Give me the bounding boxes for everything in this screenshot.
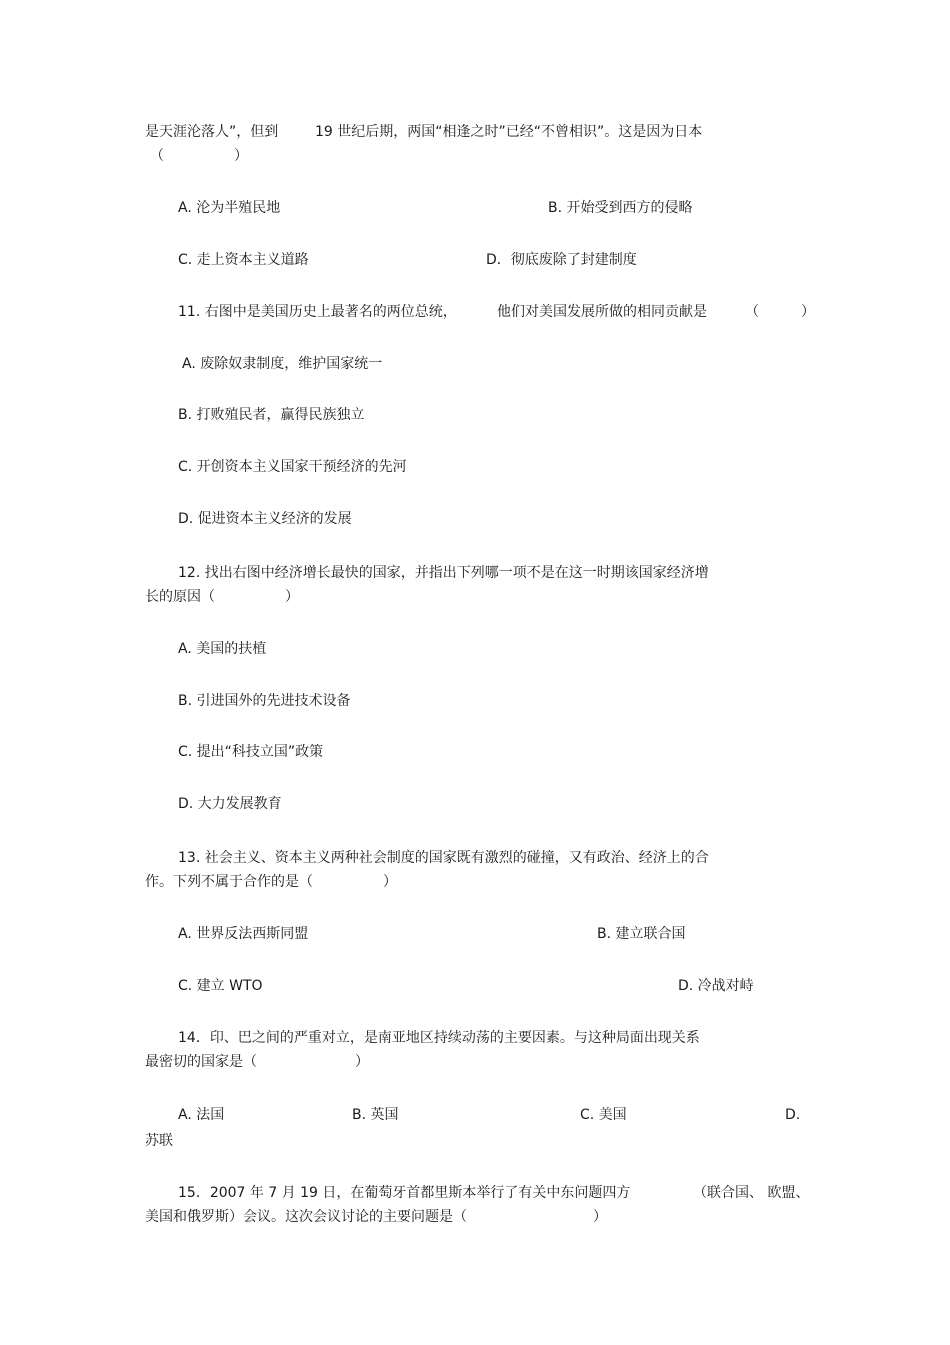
q15-stem-part1: 15．2007 年 7 月 19 日，在葡萄牙首都里斯本举行了有关中东问题四方 [178,1185,631,1201]
q11-option-b: B. 打败殖民者，赢得民族独立 [178,407,365,423]
q15-stem-part2: （联合国、 欧盟、 [693,1185,810,1201]
q14-option-b: B. 英国 [352,1107,399,1123]
q12-stem-line1: 12. 找出右图中经济增长最快的国家，并指出下列哪一项不是在这一时期该国家经济增 [178,565,709,581]
q14-stem-line2: 最密切的国家是（ ） [145,1054,369,1070]
q10-stem-part2: 19 世纪后期，两国“相逢之时”已经“不曾相识”。这是因为日本 [315,124,703,140]
q10-option-c: C. 走上资本主义道路 [178,252,309,268]
q10-option-b: B. 开始受到西方的侵略 [548,200,693,216]
q10-stem-part1: 是天涯沦落人”，但到 [145,124,279,140]
q13-stem-line1: 13. 社会主义、资本主义两种社会制度的国家既有激烈的碰撞，又有政治、经济上的合 [178,850,709,866]
q10-option-d: D．彻底废除了封建制度 [486,252,637,268]
q14-option-a: A. 法国 [178,1107,225,1123]
q11-option-d: D. 促进资本主义经济的发展 [178,511,352,527]
q11-option-a: A. 废除奴隶制度，维护国家统一 [182,356,383,372]
q11-answer-blank: （ ） [745,304,815,320]
q11-option-c: C. 开创资本主义国家干预经济的先河 [178,459,407,475]
q13-option-b: B. 建立联合国 [597,926,686,942]
q13-option-c: C. 建立 WTO [178,978,263,994]
q13-option-a: A. 世界反法西斯同盟 [178,926,309,942]
q13-option-d: D. 冷战对峙 [678,978,754,994]
q11-stem-part2: 他们对美国发展所做的相同贡献是 [497,304,707,320]
q12-option-c: C. 提出“科技立国”政策 [178,744,324,760]
q11-stem-part1: 11. 右图中是美国历史上最著名的两位总统， [178,304,457,320]
q12-stem-line2: 长的原因（ ） [145,589,299,605]
q14-option-c: C. 美国 [580,1107,627,1123]
q14-stem-line1: 14．印、巴之间的严重对立，是南亚地区持续动荡的主要因素。与这种局面出现关系 [178,1030,700,1046]
q12-option-d: D. 大力发展教育 [178,796,282,812]
q15-stem-line2: 美国和俄罗斯）会议。这次会议讨论的主要问题是（ ） [145,1209,607,1225]
q10-answer-blank: （ ） [150,148,248,164]
q12-option-b: B. 引进国外的先进技术设备 [178,693,351,709]
q13-stem-line2: 作。下列不属于合作的是（ ） [145,874,397,890]
q14-option-d-text: 苏联 [145,1133,173,1149]
q10-option-a: A. 沦为半殖民地 [178,200,281,216]
q14-option-d: D. [785,1107,801,1123]
q12-option-a: A. 美国的扶植 [178,641,267,657]
